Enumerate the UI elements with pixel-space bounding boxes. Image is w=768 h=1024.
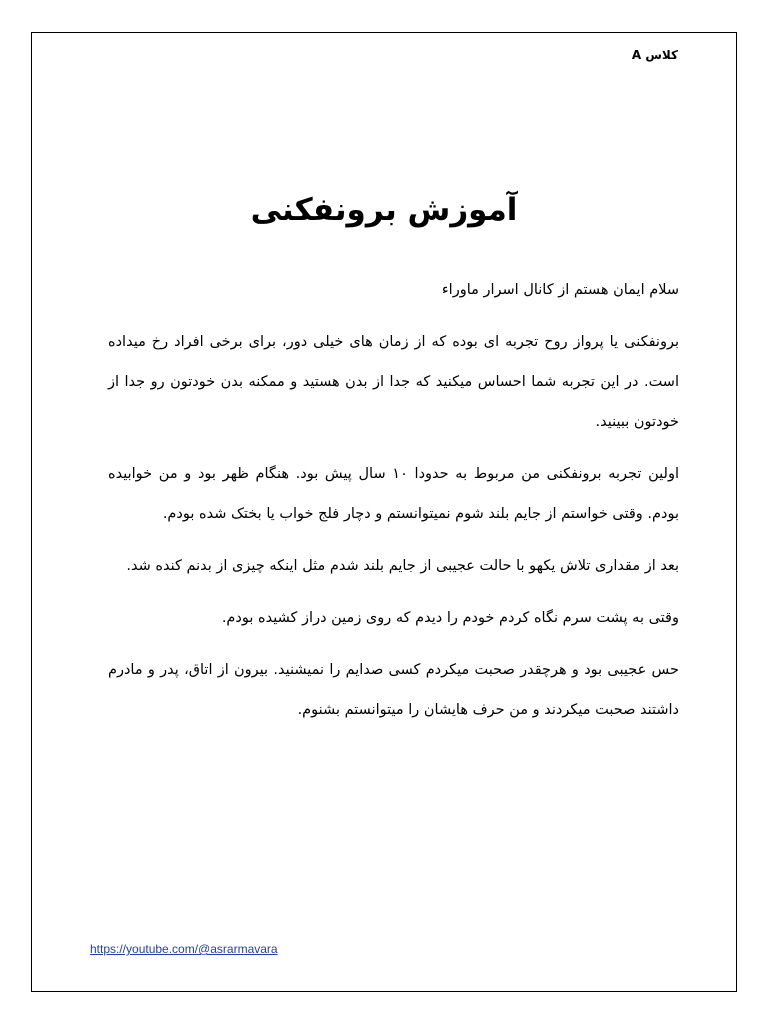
paragraph-getting-up: بعد از مقداری تلاش یکهو با حالت عجیبی از جایم بلند شدم مثل اینکه چیزی از بدنم کنده شد.	[126, 558, 679, 574]
paragraph-hearing-parents: حس عجیبی بود و هرچقدر صحبت میکردم کسی صدایم را نمیشنید. بیرون از اتاق، پدر و مادرم داشتند صحبت میکردند و من حرف هایشان را میتوانستم بشنوم.	[108, 662, 679, 718]
youtube-channel-link[interactable]: https://youtube.com/@asrarmavara	[90, 942, 278, 956]
class-label: کلاس A	[631, 48, 678, 62]
paragraph-greeting: سلام ایمان هستم از کانال اسرار ماوراء	[441, 282, 679, 298]
document-body	[108, 270, 679, 742]
paragraph-definition: برونفکنی یا پرواز روح تجربه ای بوده که از زمان های خیلی دور، برای برخی افراد رخ میداده است. در این تجربه شما احساس میکنید که جدا از بدن هستید و ممکنه بدن خودتون رو جدا از خودتون ببینید.	[108, 334, 679, 430]
paragraph-first-experience: اولین تجربه برونفکنی من مربوط به حدودا ۱۰ سال پیش بود. هنگام ظهر بود و من خوابیده بودم. وقتی خواستم از جایم بلند شوم نمیتوانستم و دچار فلج خواب یا بختک شده بودم.	[108, 466, 679, 522]
document-title: آموزش برونفکنی	[250, 192, 518, 228]
paragraph-looking-back: وقتی به پشت سرم نگاه کردم خودم را دیدم که روی زمین دراز کشیده بودم.	[221, 610, 679, 626]
